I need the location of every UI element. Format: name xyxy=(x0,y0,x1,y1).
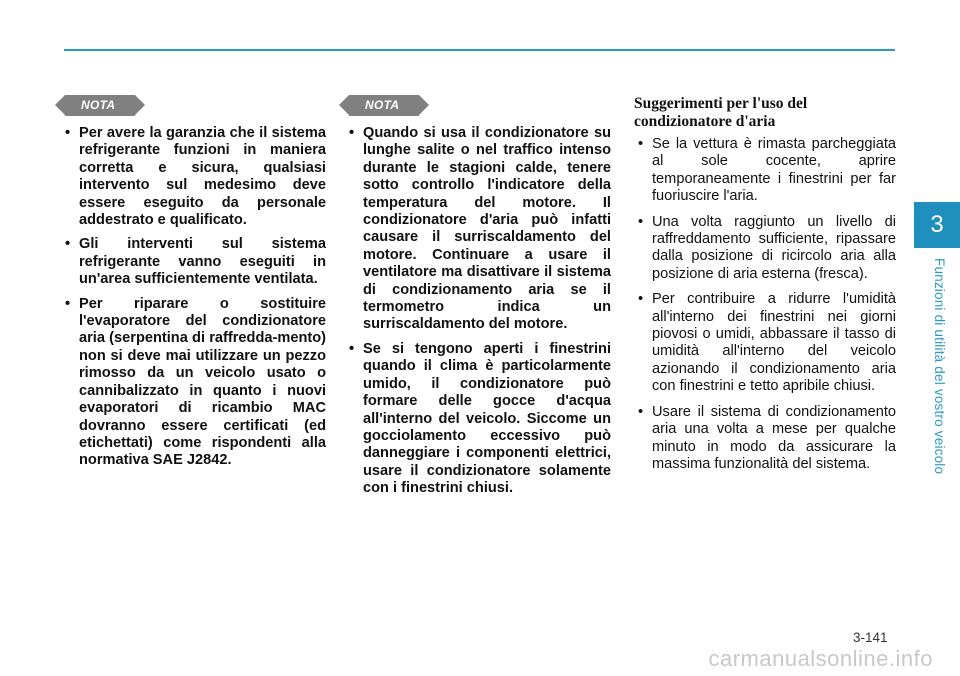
note-item: • Quando si usa il condizionatore su lunghe salite o nel traffico intenso durante le stagioni calde, tenere sotto controllo l'indicatore della temperatura del motore. Il condizionatore d'aria può infatti causare il surriscaldamento del motore. Continuare a usare il ventilatore ma disattivare il sistema di condizionamento aria se il termometro indica un surriscaldamento del motore. xyxy=(345,125,611,334)
tip-item: • Per contribuire a ridurre l'umidità all'interno dei finestrini nei giorni piovosi o umidi, abbassare il tasso di umidità all'interno del veicolo azionando il condizionamento aria con finestrini e tetto apribile chiusi. xyxy=(634,291,896,395)
nota-badge: NOTA xyxy=(349,95,419,116)
section-title-line-2: condizionatore d'aria xyxy=(634,113,776,130)
tips-list xyxy=(634,136,896,473)
note-item: • Gli interventi sul sistema refrigerante vanno eseguiti in un'area sufficientemente ventilata. xyxy=(61,236,326,288)
note-column-2 xyxy=(345,95,611,505)
chapter-tab: 3 xyxy=(914,202,960,248)
note-list xyxy=(345,125,611,498)
section-title xyxy=(634,95,896,131)
note-item: • Per avere la garanzia che il sistema refrigerante funzioni in maniera corretta e sicura, qualsiasi intervento sul medesimo deve essere eseguito da personale addestrato e qualificato. xyxy=(61,125,326,229)
note-item: • Per riparare o sostituire l'evaporatore del condizionatore aria (serpentina di raffredda-mento) non si deve mai utilizzare un pezzo rimosso da un veicolo usato o cannibalizzato in quanto i nuovi evaporatori di ricambio MAC dovranno essere certificati (ed etichettati) come rispondenti alla normativa SAE J2842. xyxy=(61,296,326,470)
header-rule xyxy=(64,49,895,51)
tips-column xyxy=(634,95,896,481)
nota-badge: NOTA xyxy=(65,95,135,116)
tip-item: • Usare il sistema di condizionamento aria una volta a mese per qualche minuto in modo da assicurare la massima funzionalità del sistema. xyxy=(634,404,896,474)
watermark: carmanualsonline.info xyxy=(708,646,933,671)
note-item: • Se si tengono aperti i finestrini quando il clima è particolarmente umido, il condizionatore può formare delle gocce d'acqua all'interno del veicolo. Siccome un gocciolamento eccessivo può danneggiare i componenti elettrici, usare il condizionatore solamente con i finestrini chiusi. xyxy=(345,341,611,498)
tip-item: • Una volta raggiunto un livello di raffreddamento sufficiente, ripassare dalla posizione di ricircolo aria alla posizione di aria esterna (fresca). xyxy=(634,214,896,284)
tip-item: • Se la vettura è rimasta parcheggiata al sole cocente, aprire temporaneamente i finestrini per far fuoriuscire l'aria. xyxy=(634,136,896,206)
page-number: 3-141 xyxy=(853,630,888,645)
note-list xyxy=(61,125,326,470)
note-column-1 xyxy=(61,95,326,477)
chapter-title: Funzioni di utilità del vostro veicolo xyxy=(932,258,947,475)
section-title-line-1: Suggerimenti per l'uso del xyxy=(634,95,808,112)
